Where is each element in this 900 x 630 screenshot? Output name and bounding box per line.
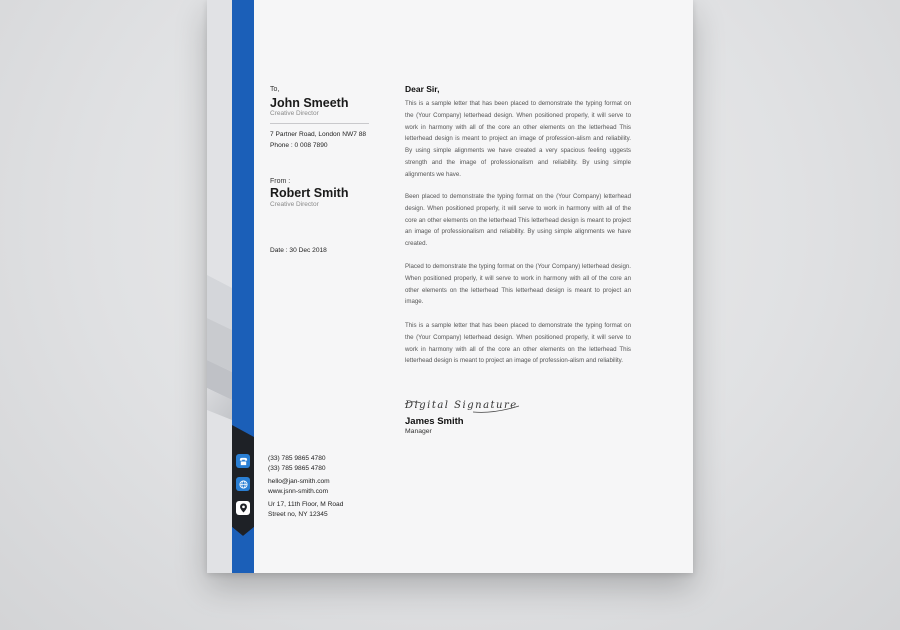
contact-web [268, 477, 330, 496]
letter-paragraph-3: Placed to demonstrate the typing format on the (Your Company) letterhead design. When positioned properly, it will serve to work in harmony with all of the core an other elements on the letterhead This letterhead design is meant to project an image. [405, 263, 631, 306]
signer-role: Manager [405, 428, 432, 435]
letter-date: Date : 30 Dec 2018 [270, 247, 327, 254]
contact-website: www.jsnn-smith.com [268, 487, 329, 495]
recipient-role: Creative Director [270, 110, 319, 117]
letter-greeting: Dear Sir, [405, 84, 440, 94]
contact-address-line-1: Ur 17, 11th Floor, M Road [268, 501, 344, 508]
sender-role: Creative Director [270, 201, 319, 208]
contact-phone-1: (33) 785 9865 4780 [268, 455, 326, 462]
from-label: From : [270, 178, 291, 185]
recipient-phone: Phone : 0 008 7890 [270, 142, 328, 149]
letter-paragraph-4: This is a sample letter that has been placed to demonstrate the typing format on the (Your Company) letterhead design. When positioned properly, it will serve to work in harmony with all of the core an other elements on the letterhead This letterhead design is meant to project an image of profession-alism and reliability. [405, 322, 631, 365]
sender-name: Robert Smith [270, 186, 349, 200]
to-label: To, [270, 86, 280, 93]
divider [270, 123, 369, 124]
letter-paragraph-2: Been placed to demonstrate the typing format on the (Your Company) letterhead design. When positioned properly, it will serve to work in harmony with all of the core an other elements on the letterhead This letterhead design is meant to project an image of professionalism and reliability. By using simple alignments we have created. [405, 193, 631, 248]
contact-address-line-2: Street no, NY 12345 [268, 510, 328, 518]
letterhead-page [207, 0, 693, 573]
contact-phones [268, 454, 326, 473]
globe-icon [236, 477, 250, 491]
letter-paragraph-1: This is a sample letter that has been placed to demonstrate the typing format on the (Your Company) letterhead design. When positioned properly, it will serve to work in harmony with all of the core an other elements on the letterhead This letterhead design is meant to project an image of profession-alism and reliability. By using simple alignments we have created a very spacious feeling uggests strength and the image of professionalism and reliability. By using simple alignments we have. [405, 100, 631, 178]
signature-flourish [403, 398, 523, 416]
recipient-address: 7 Partner Road, London NW7 88 [270, 131, 367, 138]
signer-name: James Smith [405, 416, 464, 427]
location-pin-icon [236, 501, 250, 515]
signature-script: Digital Signature [405, 400, 518, 411]
contact-address [268, 500, 343, 519]
phone-icon [236, 454, 250, 468]
contact-phone-2: (33) 785 9865 4780 [268, 464, 326, 472]
recipient-name: John Smeeth [270, 96, 349, 110]
contact-email: hello@jan-smith.com [268, 478, 330, 485]
